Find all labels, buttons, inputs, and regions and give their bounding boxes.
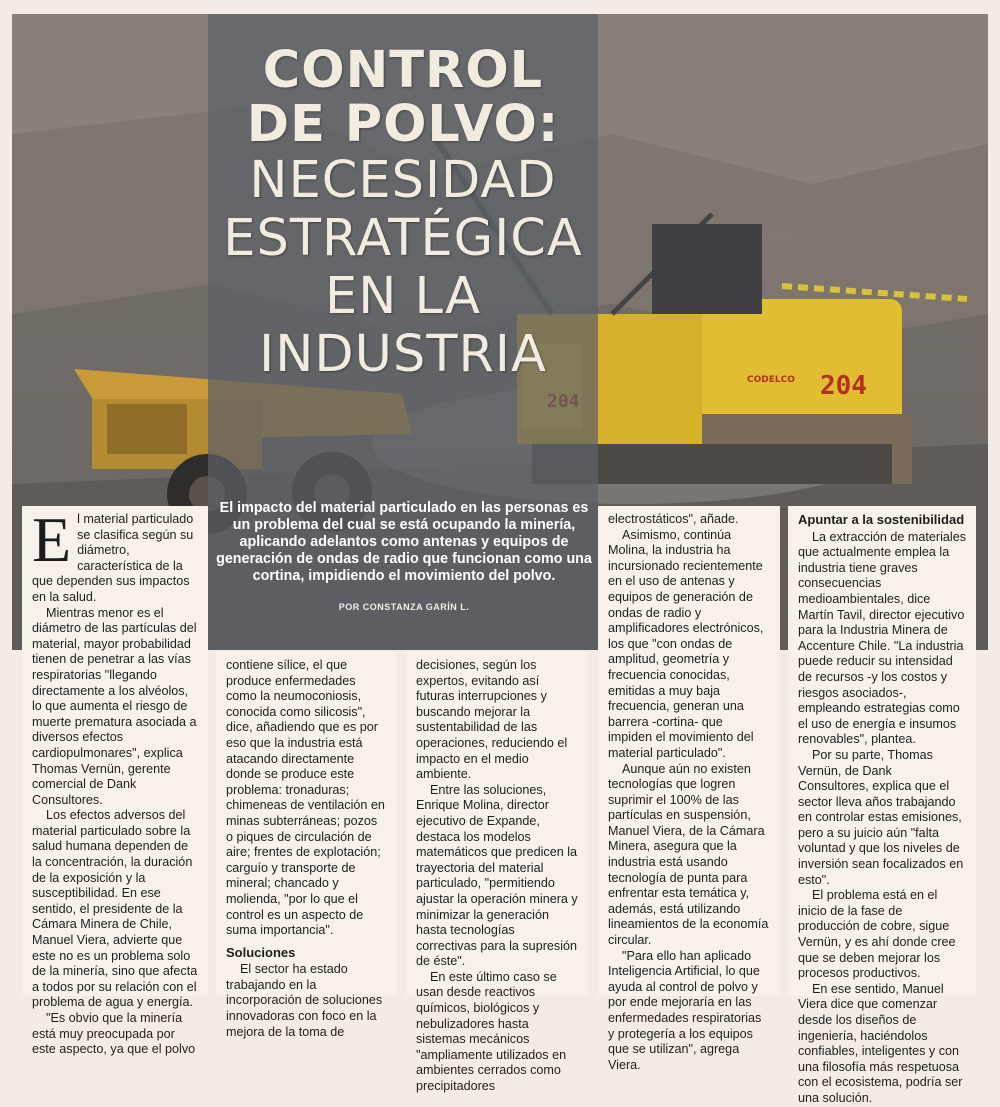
paragraph: electrostáticos", añade.	[608, 512, 739, 526]
paragraph: En ese sentido, Manuel Viera dice que comenzar desde los diseños de ingeniería, haciéndolos confiables, inteligentes y con una filosofía más respetuosa con el ecosistema, podría ser una solución.	[798, 981, 963, 1105]
headline-line-6: INDUSTRIA	[259, 325, 547, 384]
paragraph: Los efectos adversos del material particulado sobre la salud humana dependen de la concentración, la duración de la exposición y la susceptibilidad. En ese sentido, el presidente de la Cámara Minera de Chile, Manuel Viera, advierte que este no es un problema solo de la minería, sino que afecta a todos por su relación con el problema de agua y energía.	[32, 808, 198, 1010]
paragraph: decisiones, según los expertos, evitando así futuras interrupciones y buscando mejorar la sustentabilidad de las operaciones, reduciendo el impacto en el medio ambiente.	[416, 658, 568, 782]
paragraph: "Para ello han aplicado Inteligencia Artificial, lo que ayuda al control de polvo y por ende mejoraría en las enfermedades respiratorias y protegería a los equipos que se utilizan", agrega Viera.	[608, 948, 762, 1072]
body-number: 204	[820, 371, 867, 401]
article-column-3	[406, 652, 588, 1094]
headline-line-3: NECESIDAD	[249, 151, 557, 210]
paragraph: "Es obvio que la minería está muy preocupada por este aspecto, ya que el polvo	[32, 1011, 196, 1057]
byline: POR CONSTANZA GARÍN L.	[338, 602, 470, 612]
headline-line-2: DE POLVO:	[246, 95, 560, 154]
paragraph: En este último caso se usan desde reactivos químicos, biológicos y nebulizadores hasta sistemas mecánicos "ampliamente utilizados en ambientes cerrados como precipitadores	[416, 969, 567, 1094]
codelco-logo-text: CODELCO	[747, 375, 795, 385]
subheading-sostenibilidad: Apuntar a la sostenibilidad	[798, 512, 965, 527]
headline-line-5: EN LA	[324, 267, 482, 326]
article-column-2	[216, 652, 397, 1039]
article-column-1	[22, 504, 208, 1057]
drop-cap: E	[32, 504, 72, 575]
lead-paragraph: El impacto del material particulado en las personas es un problema del cual se está ocupando la minería, aplicando adelantos como antenas y equipos de generación de ondas de radio que funcionan como una cortina, impidiendo el movimiento del polvo.	[216, 500, 592, 584]
paragraph: Entre las soluciones, Enrique Molina, director ejecutivo de Expande, destaca los modelos matemáticos que predicen la trayectoria del material particulado, "permitiendo ajustar la operación minera y minimizar la generación hasta tecnologías correctivas para la supresión de éste".	[416, 782, 578, 969]
paragraph: l material particulado se clasifica según su diámetro, característica de la que dependen sus impactos en la salud.	[32, 512, 194, 604]
paragraph: Mientras menor es el diámetro de las partículas del material, mayor probabilidad tienen de penetrar a las vías respiratorias "llegando directamente a los alvéolos, lo que aumenta el riesgo de muerte prematura asociada a diversos efectos cardiopulmonares", explica Thomas Vernün, gerente comercial de Dank Consultores.	[32, 605, 197, 807]
paragraph: contiene sílice, el que produce enfermedades como la neumoconiosis, conocida como silicosis", dice, añadiendo que es por eso que la industria está atacando directamente donde se produce este problema: tronaduras; chimeneas de ventilación en minas subterráneas; pozos o piques de circulación de aire; frentes de explotación; carguío y transporte de mineral; chancado y molienda, "por lo que el control es un aspecto de suma importancia".	[226, 658, 385, 938]
paragraph: Por su parte, Thomas Vernün, de Dank Consultores, explica que el sector lleva años trabajando en controlar estas emisiones, pero a su juicio aún "falta voluntad y que los niveles de inversión sean focalizados en esto".	[798, 747, 964, 887]
subheading-soluciones: Soluciones	[226, 944, 296, 960]
paragraph: Aunque aún no existen tecnologías que logren suprimir el 100% de las partículas en suspensión, Manuel Viera, de la Cámara Minera, asegura que la industria está usando tecnología de punta para enfrentar esta temática y, además, está utilizando lineamientos de la economía circular.	[608, 761, 769, 948]
article-column-4	[598, 506, 780, 1072]
paragraph: Asimismo, continúa Molina, la industria ha incursionado recientemente en el uso de antenas y equipos de generación de ondas de radio y amplificadores electrónicos, los que "con ondas de amplitud, geometría y frecuencia conocidas, emitidas a muy baja frecuencia, generan una barrera -cortina- que impiden el movimiento del material particulado".	[608, 527, 764, 760]
paragraph: La extracción de materiales que actualmente emplea la industria tiene graves consecuencias medioambientales, dice Martín Tavil, director ejecutivo para la Industria Minera de Accenture Chile. "La industria puede reducir su intensidad de recursos -y los costos y riesgos asociados-, empleando estrategias como el uso de energía e insumos renovables", plantea.	[798, 529, 967, 747]
paragraph: El problema está en el inicio de la fase de producción de cobre, sigue Vernün, y es ahí donde cree que se deben mejorar los procesos productivos.	[798, 888, 956, 981]
headline	[208, 41, 598, 384]
headline-line-1: CONTROL	[262, 41, 544, 100]
paragraph: El sector ha estado trabajando en la incorporación de soluciones innovadoras con foco en la mejora de la toma de	[226, 962, 383, 1039]
headline-line-4: ESTRATÉGICA	[223, 209, 583, 268]
article-column-5	[788, 506, 976, 1105]
